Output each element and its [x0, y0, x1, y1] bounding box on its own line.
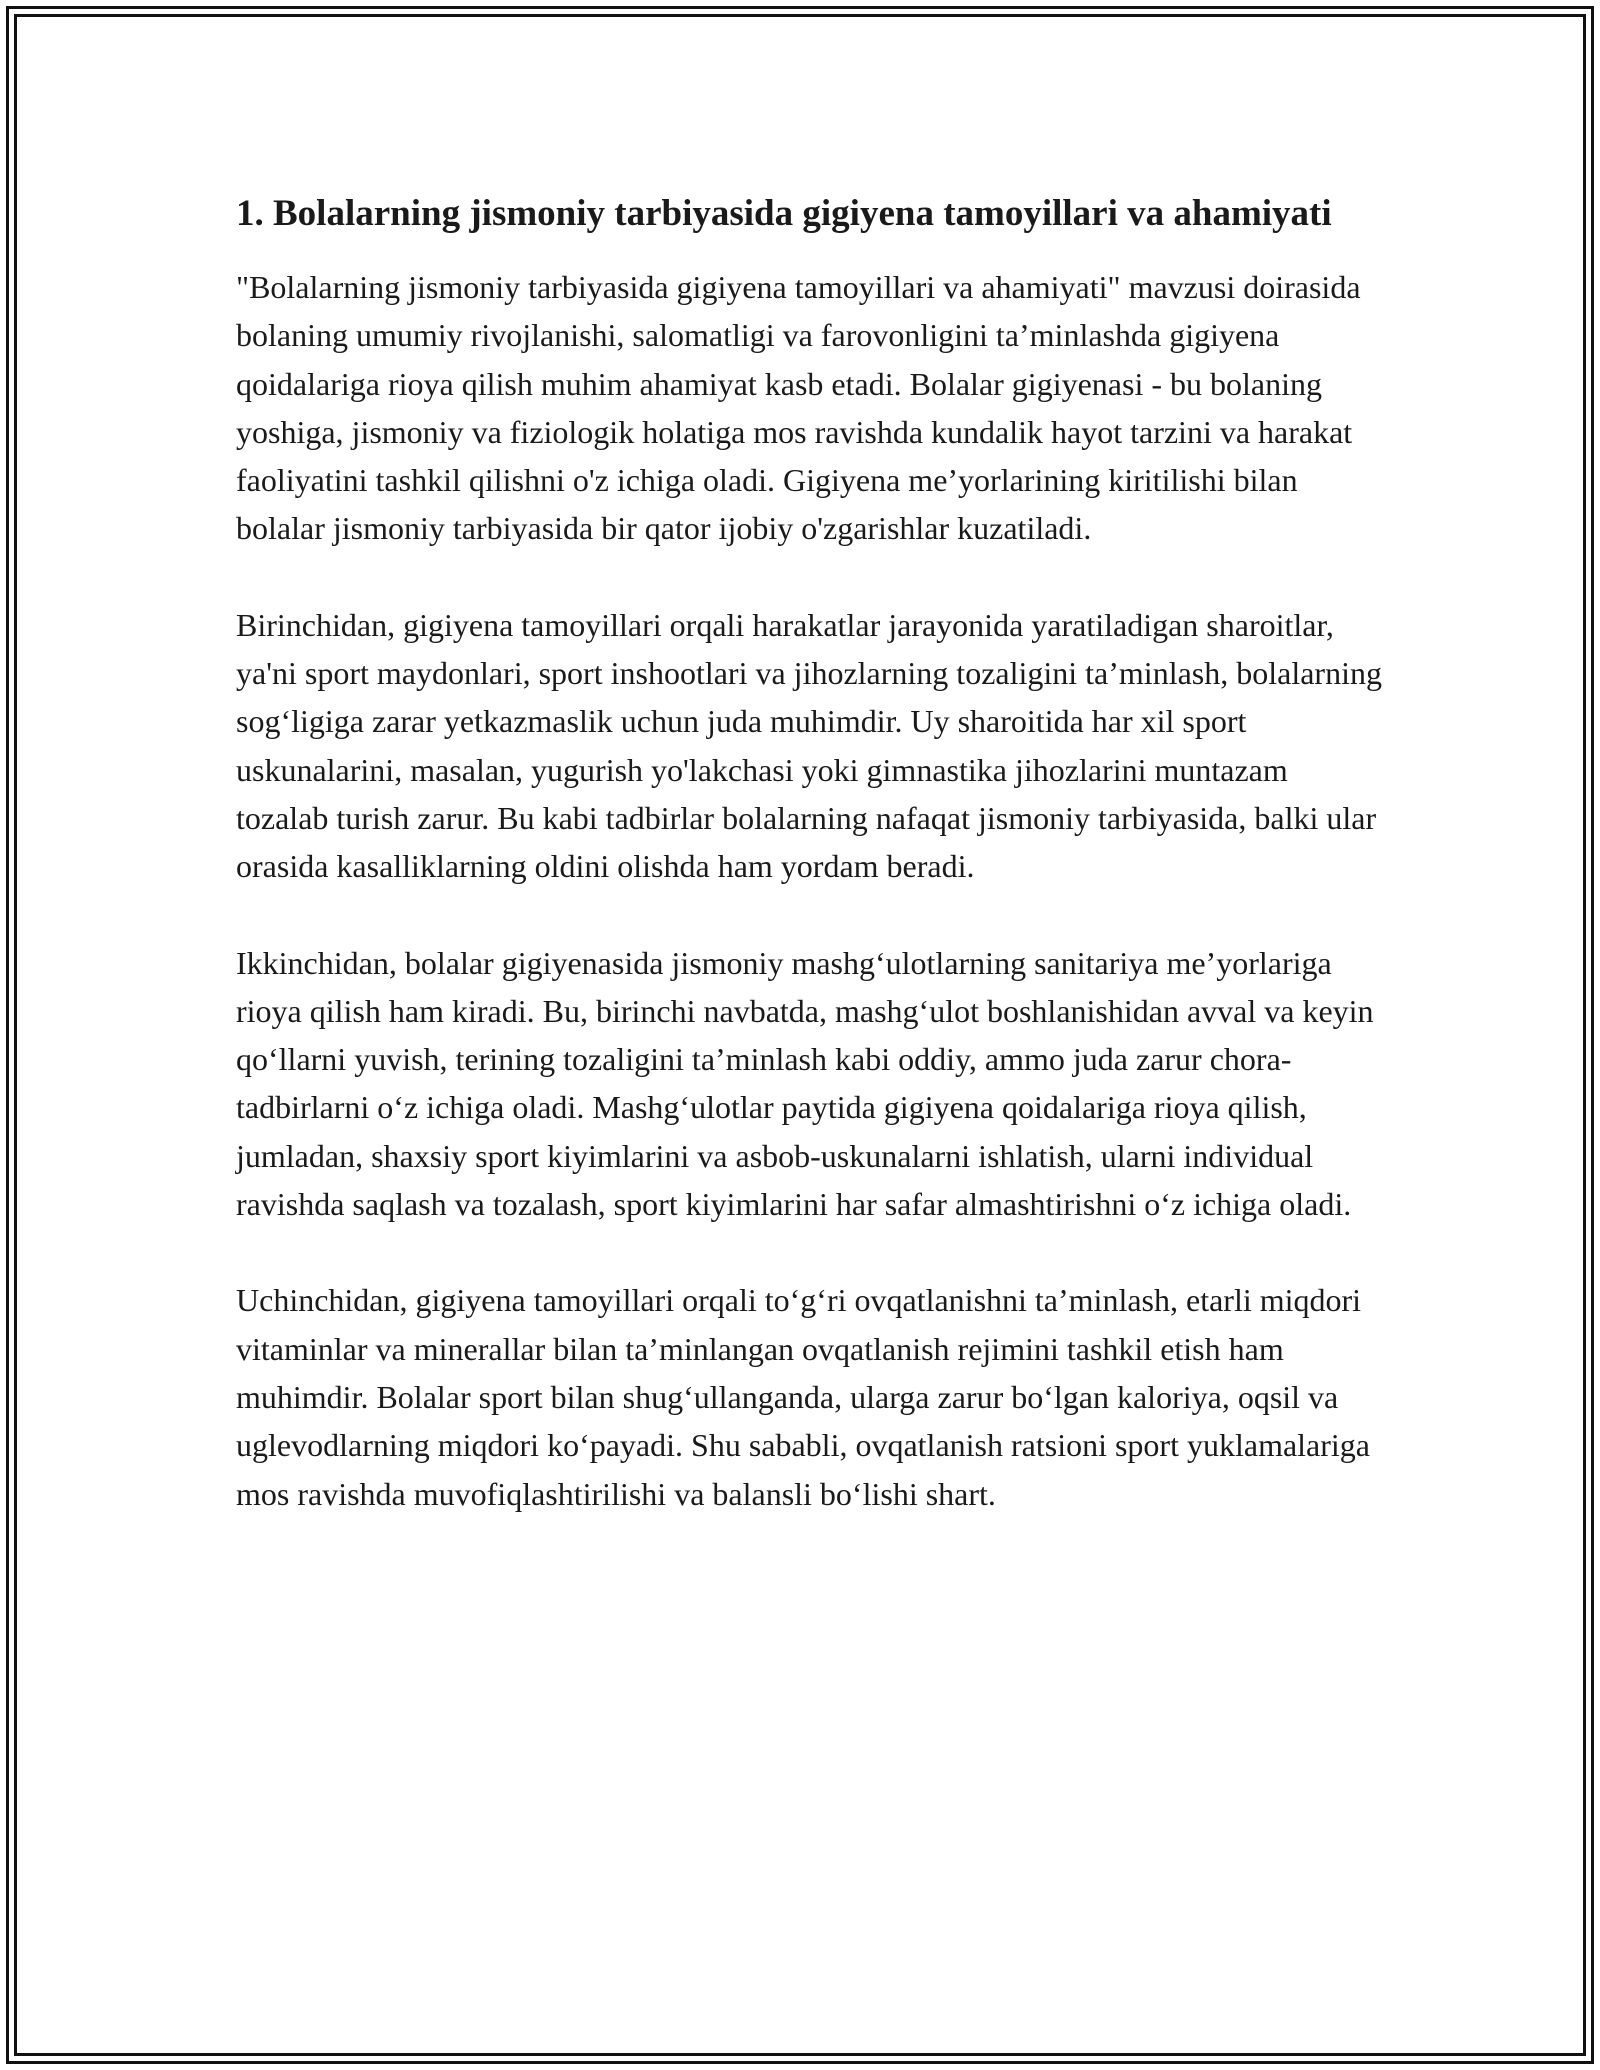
section-heading: 1. Bolalarning jismoniy tarbiyasida gigiyena tamoyillari va ahamiyati	[236, 193, 1332, 234]
paragraph-second: Ikkinchidan, bolalar gigiyenasida jismoniy mashg‘ulotlarning sanitariya me’yorlariga rioya qilish ham kiradi. Bu, birinchi navbatda, mashg‘ulot boshlanishidan avval va keyin qo‘llarni yuvish, terining tozaligini ta’minlash kabi oddiy, ammo juda zarur chora-tadbirlarni o‘z ichiga oladi. Mashg‘ulotlar paytida gigiyena qoidalariga rioya qilish, jumladan, shaxsiy sport kiyimlarini va asbob-uskunalarni ishlatish, ularni individual ravishda saqlash va tozalash, sport kiyimlarini har safar almashtirishni o‘z ichiga oladi.	[236, 944, 1374, 1223]
document-body	[236, 186, 1386, 1566]
paragraph-intro: "Bolalarning jismoniy tarbiyasida gigiyena tamoyillari va ahamiyati" mavzusi doirasida bolaning umumiy rivojlanishi, salomatligi va farovonligini ta’minlashda gigiyena qoidalariga rioya qilish muhim ahamiyat kasb etadi. Bolalar gigiyenasi - bu bolaning yoshiga, jismoniy va fiziologik holatiga mos ravishda kundalik hayot tarzini va harakat faoliyatini tashkil qilishni o'z ichiga oladi. Gigiyena me’yorlarining kiritilishi bilan bolalar jismoniy tarbiyasida bir qator ijobiy o'zgarishlar kuzatiladi.	[236, 269, 1361, 547]
paragraph-first: Birinchidan, gigiyena tamoyillari orqali harakatlar jarayonida yaratiladigan sharoitlar, ya'ni sport maydonlari, sport inshootlari va jihozlarning tozaligini ta’minlash, bolalarning sog‘ligiga zarar yetkazmaslik uchun juda muhimdir. Uy sharoitida har xil sport uskunalarini, masalan, yugurish yo'lakchasi yoki gimnastika jihozlarini muntazam tozalab turish zarur. Bu kabi tadbirlar bolalarning nafaqat jismoniy tarbiyasida, balki ular orasida kasalliklarning oldini olishda ham yordam beradi.	[236, 606, 1382, 885]
paragraph-third: Uchinchidan, gigiyena tamoyillari orqali to‘g‘ri ovqatlanishni ta’minlash, etarli miqdori vitaminlar va minerallar bilan ta’minlangan ovqatlanish rejimini tashkil etish ham muhimdir. Bolalar sport bilan shug‘ullanganda, ularga zarur bo‘lgan kaloriya, oqsil va uglevodlarning miqdori ko‘payadi. Shu sababli, ovqatlanish ratsioni sport yuklamalariga mos ravishda muvofiqlashtirilishi va balansli bo‘lishi shart.	[236, 1282, 1370, 1512]
